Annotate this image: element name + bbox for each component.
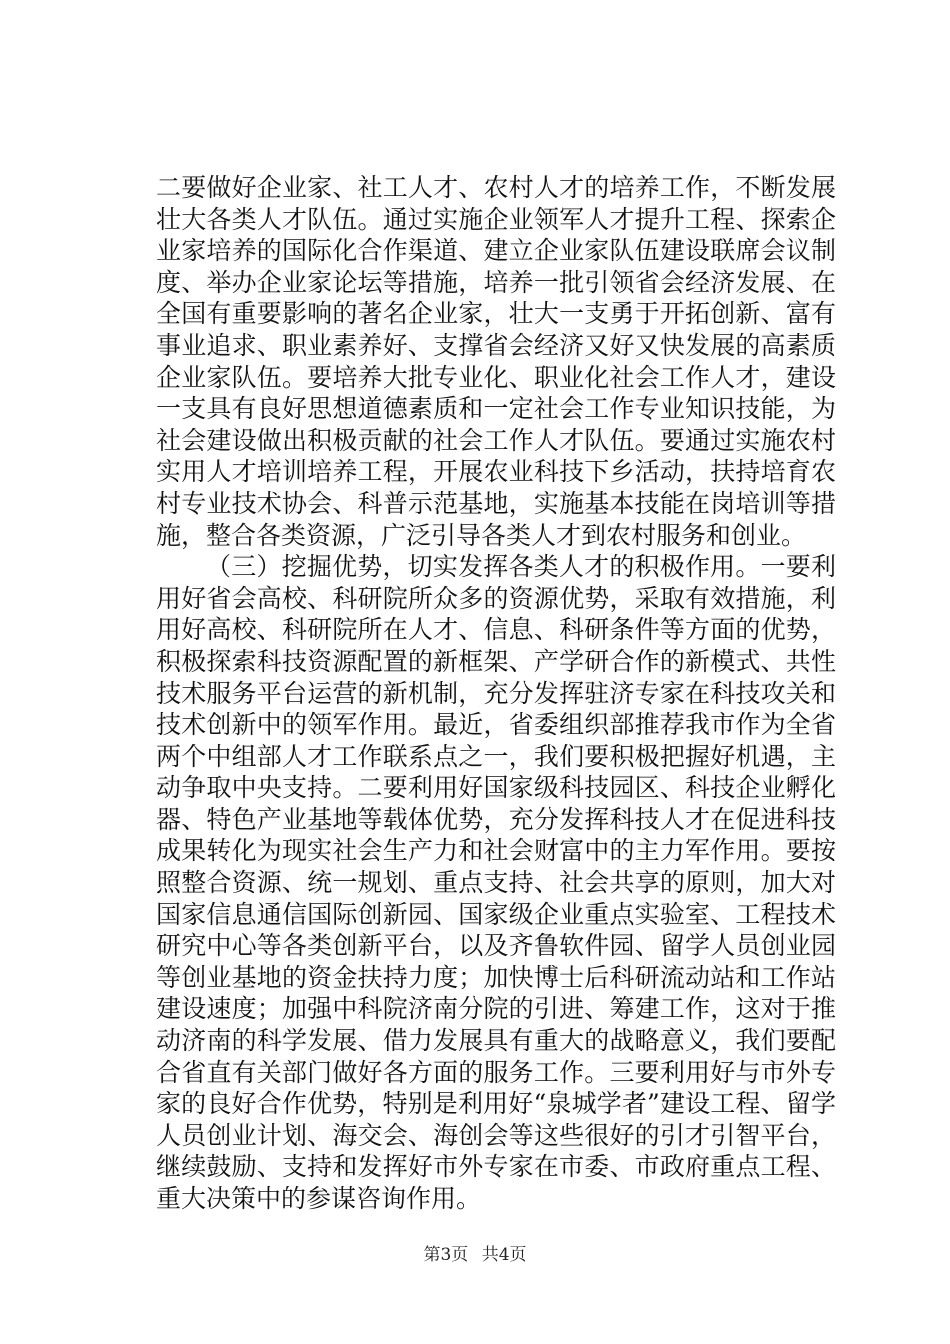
page-number: 第3页 [423, 1245, 469, 1265]
page-total: 共4页 [481, 1245, 527, 1265]
page-footer [0, 1240, 950, 1265]
document-body [156, 172, 836, 1215]
paragraph-leverage-advantages: （三）挖掘优势，切实发挥各类人才的积极作用。一要利用好省会高校、科研院所众多的资源优势，采取有效措施，利用好高校、科研院所在人才、信息、科研条件等方面的优势，积极探索科技资源配置的新框架、产学研合作的新模式、共性技术服务平台运营的新机制，充分发挥驻济专家在科技攻关和技术创新中的领军作用。最近，省委组织部推荐我市作为全省两个中组部人才工作联系点之一，我们要积极把握好机遇，主动争取中央支持。二要利用好国家级科技园区、科技企业孵化器、特色产业基地等载体优势，充分发挥科技人才在促进科技成果转化为现实社会生产力和社会财富中的主力军作用。要按照整合资源、统一规划、重点支持、社会共享的原则，加大对国家信息通信国际创新园、国家级企业重点实验室、工程技术研究中心等各类创新平台，以及齐鲁软件园、留学人员创业园等创业基地的资金扶持力度；加快博士后科研流动站和工作站建设速度；加强中科院济南分院的引进、筹建工作，这对于推动济南的科学发展、借力发展具有重大的战略意义，我们要配合省直有关部门做好各方面的服务工作。三要利用好与市外专家的良好合作优势，特别是利用好“泉城学者”建设工程、留学人员创业计划、海交会、海创会等这些很好的引才引智平台，继续鼓励、支持和发挥好市外专家在市委、市政府重点工程、重大决策中的参谋咨询作用。 [156, 552, 836, 1213]
paragraph-talent-cultivation: 二要做好企业家、社工人才、农村人才的培养工作，不断发展壮大各类人才队伍。通过实施企业领军人才提升工程、探索企业家培养的国际化合作渠道、建立企业家队伍建设联席会议制度、举办企业家论坛等措施，培养一批引领省会经济发展、在全国有重要影响的著名企业家，壮大一支勇于开拓创新、富有事业追求、职业素养好、支撑省会经济又好又快发展的高素质企业家队伍。要培养大批专业化、职业化社会工作人才，建设一支具有良好思想道德素质和一定社会工作专业知识技能，为社会建设做出积极贡献的社会工作人才队伍。要通过实施农村实用人才培训培养工程，开展农业科技下乡活动，扶持培育农村专业技术协会、科普示范基地，实施基本技能在岗培训等措施，整合各类资源，广泛引导各类人才到农村服务和创业。 [156, 173, 836, 550]
